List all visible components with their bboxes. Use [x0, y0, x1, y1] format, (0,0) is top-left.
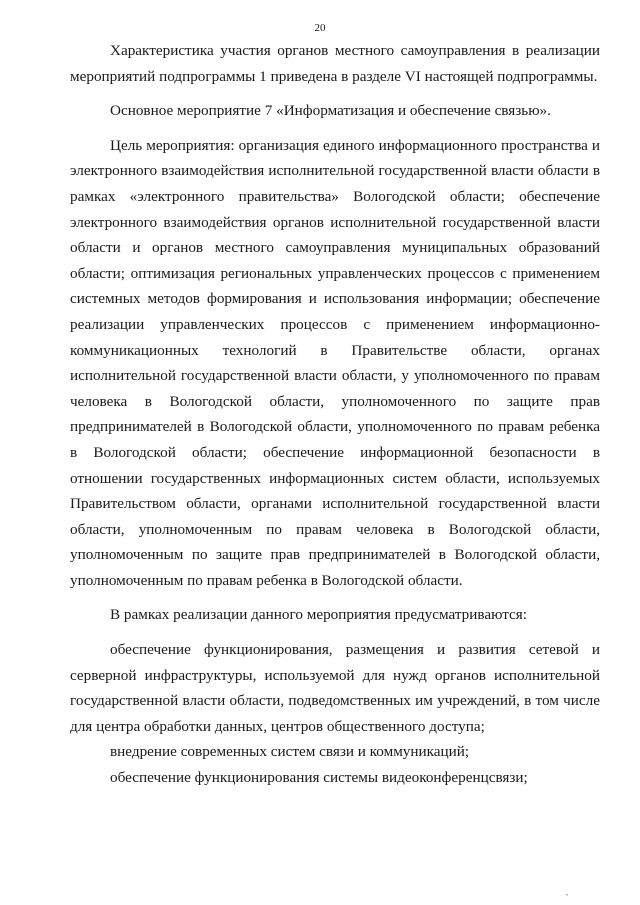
page-number: 20	[314, 22, 326, 34]
scan-mark: •	[566, 893, 569, 899]
paragraph-main-activity-title: Основное мероприятие 7 «Информатизация и обеспечение связью».	[110, 102, 551, 120]
paragraph-provisions-intro: В рамках реализации данного мероприятия предусматриваются:	[110, 606, 528, 624]
paragraph-activity-goal: Цель мероприятия: организация единого информационного пространства и электронного взаимодействия исполнительной государственной власти области в рамках «электронного правительства» Вологодской области; обеспечение электронного взаимодействия органов исполнительной государственной власти области и органов местного самоуправления муниципальных образований области; оптимизация региональных управленческих процессов с применением системных методов формирования и использования информации; обеспечение реализации управленческих процессов с применением информационно-коммуникационных технологий в Правительстве области, органах исполнительной государственной власти области, у уполномоченного по правам человека в Вологодской области, уполномоченного по защите прав предпринимателей в Вологодской области, уполномоченного по правам ребенка в Вологодской области; обеспечение информационной безопасности в отношении государственных информационных систем области, используемых Правительством области, органами исполнительной государственной власти области, уполномоченным по правам человека в Вологодской области, уполномоченным по защите прав предпринимателей в Вологодской области, уполномоченным по правам ребенка в Вологодской области.	[70, 136, 600, 589]
list-item-infrastructure: обеспечение функционирования, размещения и развития сетевой и серверной инфраструктуры, используемой для нужд органов исполнительной государственной власти области, подведомственных им учреждений, в том числе для центра обработки данных, центров общественного доступа;	[70, 641, 600, 735]
paragraph-participation: Характеристика участия органов местного самоуправления в реализации мероприятий подпрограммы 1 приведена в разделе VI настоящей подпрограммы.	[70, 42, 600, 85]
list-item-videoconference: обеспечение функционирования системы видеоконференцсвязи;	[110, 769, 528, 787]
document-body	[70, 38, 600, 791]
list-item-communications: внедрение современных систем связи и коммуникаций;	[110, 743, 470, 761]
